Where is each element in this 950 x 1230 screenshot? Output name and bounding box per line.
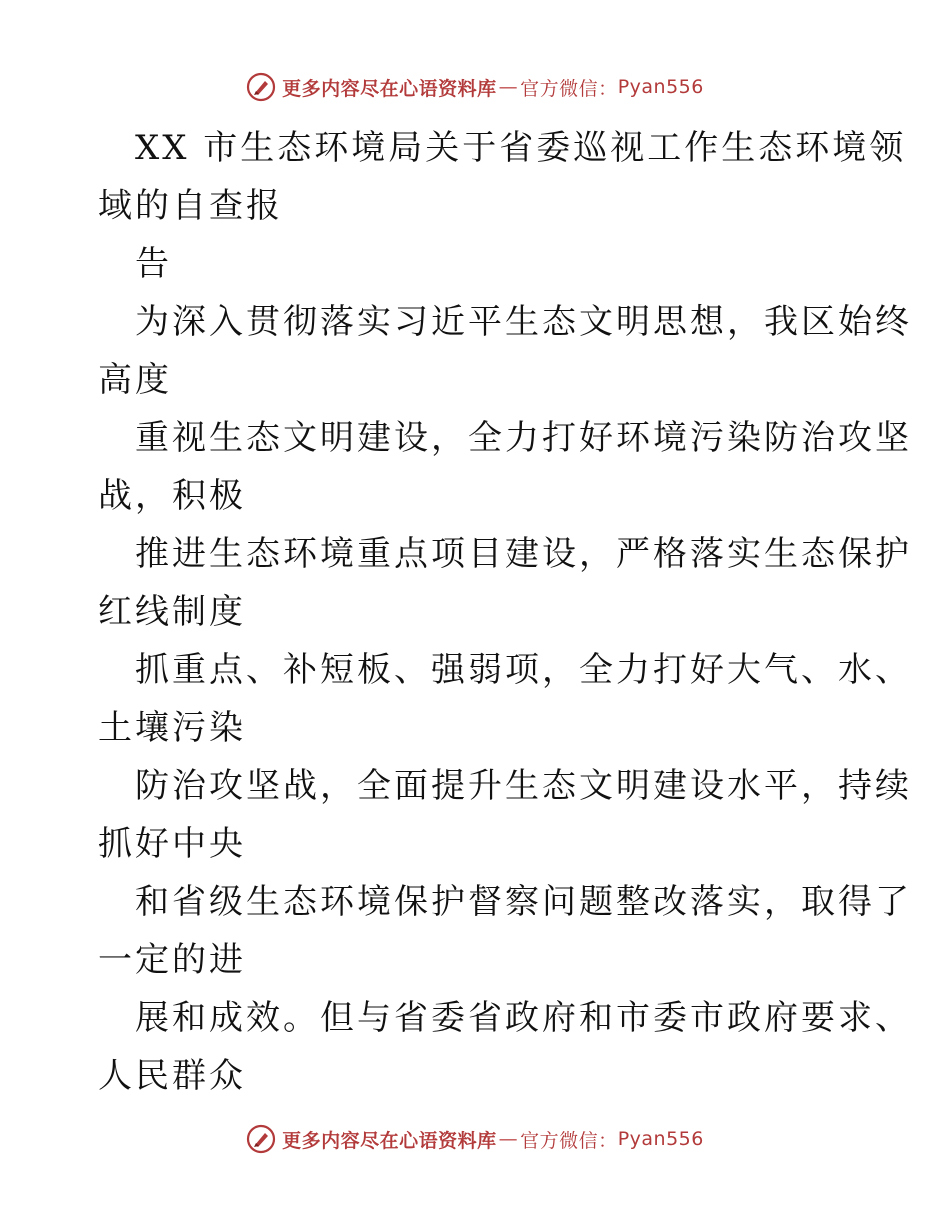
pen-nib-logo-icon	[246, 1124, 276, 1154]
paragraph-line: 为深入贯彻落实习近平生态文明思想，我区始终	[135, 302, 912, 342]
watermark-brand: 更多内容尽在心语资料库	[282, 1129, 497, 1152]
paragraph-line: 红线制度	[98, 592, 246, 632]
paragraph-line: 人民群众	[98, 1056, 246, 1096]
watermark-dash: —	[498, 1128, 519, 1150]
paragraph-line: 一定的进	[98, 940, 246, 980]
watermark-dash: —	[498, 76, 519, 98]
document-title-line: XX 市生态环境局关于省委巡视工作生态环境领	[135, 128, 907, 168]
paragraph-line: 和省级生态环境保护督察问题整改落实，取得了	[135, 882, 912, 922]
watermark-label: 官方微信：	[520, 77, 618, 100]
document-title-line: 域的自查报	[98, 186, 283, 226]
watermark-id: Pyan556	[617, 1128, 704, 1150]
paragraph-line: 推进生态环境重点项目建设，严格落实生态保护	[135, 534, 912, 574]
watermark-brand: 更多内容尽在心语资料库	[282, 77, 497, 100]
paragraph-line: 土壤污染	[98, 708, 246, 748]
paragraph-line: 展和成效。但与省委省政府和市委市政府要求、	[135, 998, 912, 1038]
watermark-label: 官方微信：	[520, 1129, 618, 1152]
paragraph-line: 重视生态文明建设，全力打好环境污染防治攻坚	[135, 418, 912, 458]
document-title-line: 告	[135, 244, 172, 284]
paragraph-line: 防治攻坚战，全面提升生态文明建设水平，持续	[135, 766, 912, 806]
watermark-id: Pyan556	[617, 76, 704, 98]
paragraph-line: 战，积极	[98, 476, 246, 516]
watermark-footer	[0, 1124, 950, 1154]
paragraph-line: 高度	[98, 360, 172, 400]
paragraph-line: 抓重点、补短板、强弱项，全力打好大气、水、	[135, 650, 912, 690]
paragraph-line: 抓好中央	[98, 824, 246, 864]
